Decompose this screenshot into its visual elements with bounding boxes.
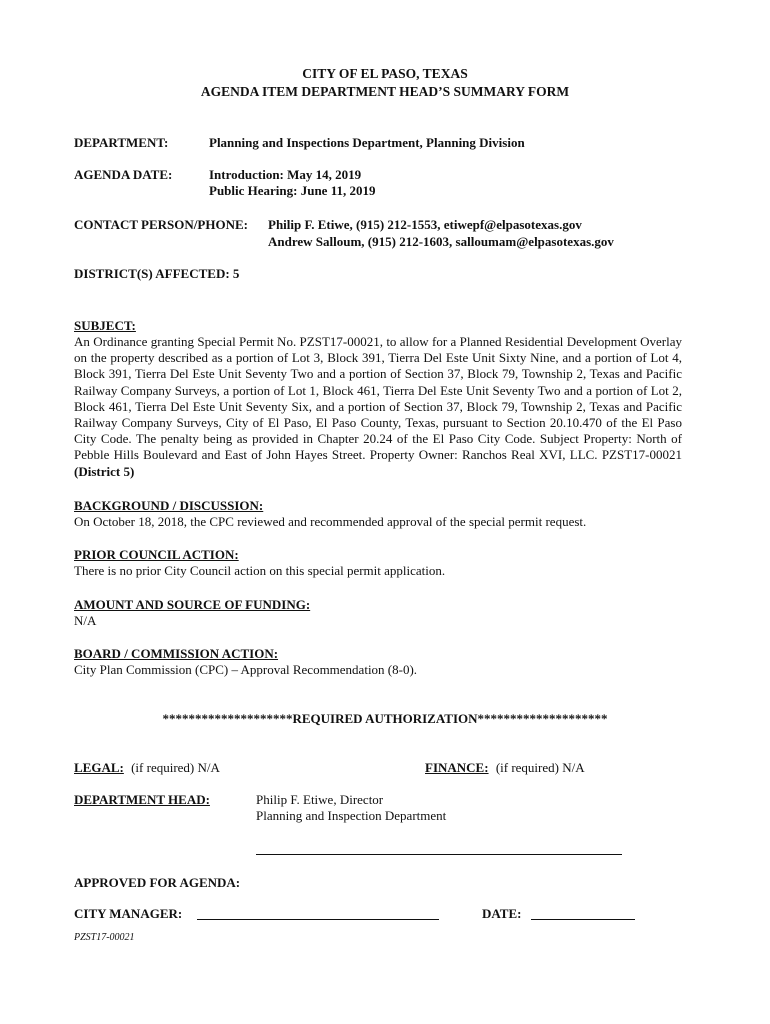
funding-heading: AMOUNT AND SOURCE OF FUNDING: <box>74 597 311 612</box>
contact-line-1: Philip F. Etiwe, (915) 212-1553, etiwepf@elpasotexas.gov <box>268 217 582 232</box>
prior-council-heading: PRIOR COUNCIL ACTION: <box>74 547 239 562</box>
agenda-date-label: AGENDA DATE: <box>74 167 173 182</box>
board-body: City Plan Commission (CPC) – Approval Recommendation (8-0). <box>74 662 418 677</box>
finance-row <box>425 760 585 776</box>
contact-label: CONTACT PERSON/PHONE: <box>74 217 248 232</box>
legal-value: (if required) N/A <box>131 760 220 775</box>
city-manager-label: CITY MANAGER: <box>74 906 183 921</box>
approved-for-agenda-label: APPROVED FOR AGENDA: <box>74 875 241 890</box>
funding-body: N/A <box>74 613 97 628</box>
finance-value: (if required) N/A <box>495 760 585 775</box>
date-signature-line <box>531 919 635 920</box>
legal-label: LEGAL: <box>74 760 124 775</box>
subject-text: An Ordinance granting Special Permit No. PZST17-00021, to allow for a Planned Residential Development Overlay on the property described as a portion of Lot 3, Block 391, Tierra Del Este Unit Sixty Nine, and a portion of Lot 4, Block 391, Tierra Del Este Unit Seventy Two and a portion of Section 37, Block 79, Township 2, Texas and Pacific Railway Company Surveys, a portion of Lot 1, Block 461, Tierra Del Este Unit Seventy Two and a portion of Lot 2, Block 461, Tierra Del Este Unit Seventy Six, and a portion of Section 37, Block 79, Township 2, Texas and Pacific Railway Company Surveys, City of El Paso, El Paso County, Texas, pursuant to Section 20.10.470 of the El Paso City Code. The penalty being as provided in Chapter 20.24 of the El Paso City Code. Subject Property: North of Pebble Hills Boulevard and East of John Hayes Street. Property Owner: Ranchos Real XVI, LLC. PZST17-00021 <box>74 334 682 463</box>
subject-heading: SUBJECT: <box>74 318 136 333</box>
department-head-department: Planning and Inspection Department <box>256 808 447 823</box>
background-body: On October 18, 2018, the CPC reviewed and recommended approval of the special permit request. <box>74 514 587 529</box>
subject-district-tag: (District 5) <box>74 463 135 479</box>
doc-title-city: CITY OF EL PASO, TEXAS <box>302 66 468 81</box>
subject-body <box>74 334 682 480</box>
doc-title-form: AGENDA ITEM DEPARTMENT HEAD’S SUMMARY FORM <box>200 84 570 99</box>
agenda-date-introduction: Introduction: May 14, 2019 <box>209 167 362 182</box>
date-label: DATE: <box>482 906 522 921</box>
board-heading: BOARD / COMMISSION ACTION: <box>74 646 279 661</box>
required-authorization-banner: ********************REQUIRED AUTHORIZATION******************** <box>162 711 608 726</box>
footer-case-number: PZST17-00021 <box>74 932 135 943</box>
prior-council-body: There is no prior City Council action on this special permit application. <box>74 563 446 578</box>
legal-row <box>74 760 220 776</box>
department-head-name: Philip F. Etiwe, Director <box>256 792 384 807</box>
contact-line-2: Andrew Salloum, (915) 212-1603, salloumam@elpasotexas.gov <box>268 234 614 249</box>
finance-label: FINANCE: <box>425 760 489 775</box>
department-head-signature-line <box>256 854 622 855</box>
department-value: Planning and Inspections Department, Planning Division <box>209 135 525 150</box>
department-label: DEPARTMENT: <box>74 135 169 150</box>
agenda-date-hearing: Public Hearing: June 11, 2019 <box>209 183 376 198</box>
department-head-label: DEPARTMENT HEAD: <box>74 792 210 807</box>
districts-affected: DISTRICT(S) AFFECTED: 5 <box>74 266 240 281</box>
city-manager-signature-line <box>197 919 439 920</box>
background-heading: BACKGROUND / DISCUSSION: <box>74 498 264 513</box>
